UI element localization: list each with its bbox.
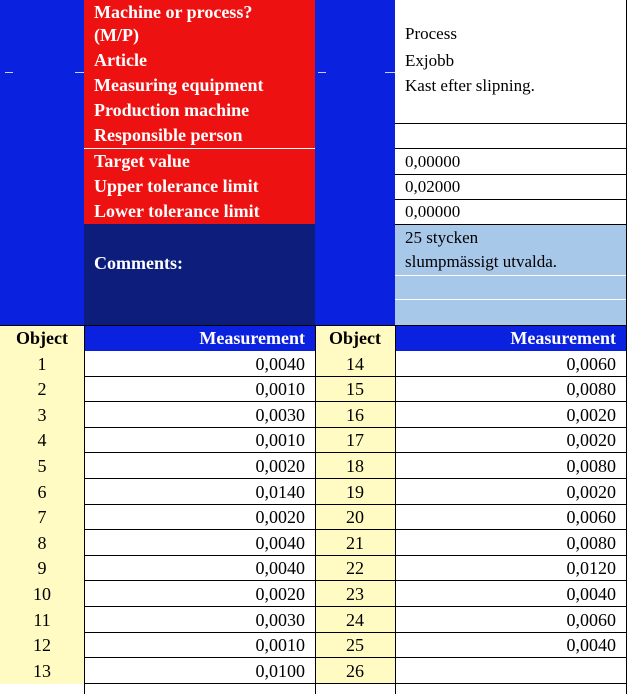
measurement-value-left[interactable]: 0,0040 [84,556,315,581]
measurement-value-left[interactable]: 0,0030 [84,402,315,428]
measurement-value-left[interactable]: 0,0020 [84,453,315,479]
header-object-left: Object [0,326,84,351]
measurement-value-left[interactable]: 0,0140 [84,479,315,505]
label-responsible-person: Responsible person [84,123,315,148]
label-measuring-equipment: Measuring equipment [84,73,315,98]
measurement-value-left[interactable]: 0,0010 [84,428,315,453]
object-number-left: 4 [0,428,84,453]
object-number-right: 26 [315,658,395,684]
value-lower-tolerance-limit[interactable]: 0,00000 [395,199,626,224]
row-divider-mark [5,72,13,73]
row-gridline [84,683,626,684]
measurement-value-right[interactable]: 0,0040 [395,581,626,607]
measurement-value-right[interactable]: 0,0060 [395,351,626,377]
object-number-left: 5 [0,453,84,479]
value-machine-or-process[interactable]: Process [395,0,626,48]
measurement-value-left[interactable]: 0,0020 [84,505,315,530]
row-divider-mark [75,72,84,73]
comments-line-1: 25 stycken [405,228,479,247]
label-upper-tolerance-limit: Upper tolerance limit [84,174,315,199]
measurement-value-right[interactable]: 0,0080 [395,453,626,479]
object-number-left: 9 [0,556,84,581]
gridline [395,299,626,300]
measurement-value-left[interactable]: 0,0040 [84,351,315,377]
measurement-value-right[interactable]: 0,0020 [395,479,626,505]
object-number-right: 25 [315,633,395,658]
measurement-value-right[interactable]: 0,0060 [395,607,626,633]
machine-or-process-hint: (M/P) [94,25,139,45]
object-number-right: 20 [315,505,395,530]
value-upper-tolerance-limit[interactable]: 0,02000 [395,174,626,199]
measurement-value-right[interactable]: 0,0080 [395,530,626,556]
object-number-right: 21 [315,530,395,556]
measurement-value-right[interactable]: 0,0020 [395,402,626,428]
label-comments-block [84,224,315,325]
measurement-value-right[interactable]: 0,0120 [395,556,626,581]
measurement-value-left[interactable]: 0,0030 [84,607,315,633]
measurement-value-left[interactable]: 0,0100 [84,658,315,684]
label-comments: Comments: [94,253,183,273]
object-number-left: 12 [0,633,84,658]
measurement-value-left[interactable]: 0,0010 [84,633,315,658]
label-lower-tolerance-limit: Lower tolerance limit [84,199,315,224]
header-measurement-right: Measurement [395,326,626,351]
object-number-right: 19 [315,479,395,505]
label-article: Article [84,48,315,73]
measurement-value-left[interactable]: 0,0010 [84,377,315,402]
gridline [395,148,626,149]
gridline [626,0,627,694]
object-number-left: 8 [0,530,84,556]
header-measurement-left: Measurement [84,326,315,351]
object-number-right: 22 [315,556,395,581]
column-gridline [395,326,396,694]
object-number-right: 17 [315,428,395,453]
object-number-right: 15 [315,377,395,402]
machine-or-process-text: Machine or process? [94,2,253,22]
column-c-band [315,0,395,325]
object-number-left: 7 [0,505,84,530]
object-number-left: 3 [0,402,84,428]
measurement-value-right[interactable]: 0,0080 [395,377,626,402]
object-number-left: 11 [0,607,84,633]
label-target-value: Target value [84,149,315,174]
label-production-machine: Production machine [84,98,315,123]
value-article[interactable]: Exjobb [395,48,626,73]
object-number-right: 18 [315,453,395,479]
column-gridline [315,326,316,694]
measurement-value-left[interactable]: 0,0040 [84,530,315,556]
value-production-machine[interactable] [395,98,626,123]
object-number-right: 24 [315,607,395,633]
gridline [0,325,626,326]
object-number-left: 13 [0,658,84,684]
object-number-left: 10 [0,581,84,607]
gridline [395,275,626,276]
gridline [395,123,626,124]
row-divider-mark [385,72,395,73]
row-divider-mark [318,72,326,73]
measurement-value-right[interactable]: 0,0020 [395,428,626,453]
value-target-value[interactable]: 0,00000 [395,149,626,174]
column-a-band [0,0,84,325]
object-number-left: 6 [0,479,84,505]
comments-line-2: slumpmässigt utvalda. [405,252,558,271]
object-number-right: 16 [315,402,395,428]
measurement-value-left[interactable]: 0,0020 [84,581,315,607]
column-gridline [84,326,85,694]
object-number-left: 2 [0,377,84,402]
measurement-value-right[interactable]: 0,0060 [395,505,626,530]
measurement-value-right[interactable] [395,658,626,684]
gridline [395,174,626,175]
object-number-right: 23 [315,581,395,607]
value-measuring-equipment[interactable]: Kast efter slipning. [395,73,626,98]
measurement-value-right[interactable]: 0,0040 [395,633,626,658]
value-responsible-person[interactable] [395,123,626,148]
object-number-left: 1 [0,351,84,377]
gridline [395,199,626,200]
gridline [395,224,626,225]
header-object-right: Object [315,326,395,351]
object-number-right: 14 [315,351,395,377]
label-machine-or-process [84,0,315,48]
